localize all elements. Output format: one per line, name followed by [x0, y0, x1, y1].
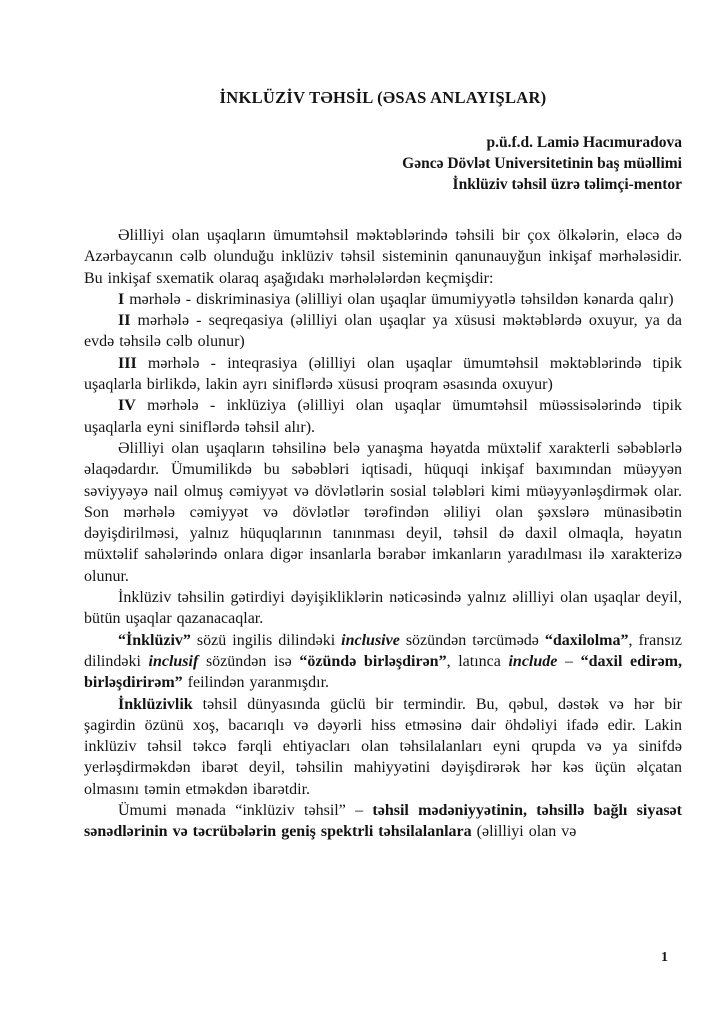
paragraph — [84, 438, 682, 587]
text-run: feilindən yaranmışdır. — [182, 674, 330, 692]
text-run: İnklüziv təhsilin gətirdiyi dəyişikliklərin nəticəsində yalnız əlilliyi olan uşaqlar deyil, bütün uşaqlar qazanacaqlar. — [84, 589, 682, 628]
text-run: , fransız dilindəki — [84, 631, 683, 670]
author-affiliation: Gəncə Dövlət Universitetinin baş müəllimi — [402, 155, 682, 172]
paragraph — [84, 395, 682, 438]
document-title: İNKLÜZİV TƏHSİL (ƏSAS ANLAYIŞLAR) — [219, 88, 547, 107]
text-run: IV — [118, 397, 136, 415]
text-run: (əlilliyi olan və — [471, 823, 577, 841]
document-body — [84, 225, 682, 843]
paragraph — [84, 353, 682, 396]
text-run: “daxilolma” — [544, 631, 629, 649]
paragraph — [84, 310, 682, 353]
text-run: include — [508, 652, 558, 670]
text-run: mərhələ - inteqrasiya (əlilliyi olan uşaqlar ümumtəhsil məktəblərində tipik uşaqlarla birlikdə, lakin ayrı siniflərdə xüsusi proqram əsasında oxuyur) — [84, 354, 682, 394]
author-block — [84, 132, 682, 195]
text-run: Əlilliyi olan uşaqların təhsilinə belə yanaşma həyatda müxtəlif xarakterli səbəblərlə əlaqədardır. Ümumilikdə bu səbəbləri iqtisadi, hüquqi inkişaf baxımından müəyyən səviyyəyə nail olmuş cəmiyyət və dövlətlərin sosial tələbləri kimi müəyyənləşdirmək olar. Son mərhələ cəmiyyət və dövlətlər tərəfindən əliliyi olan şəxslərə münasibətin dəyişdirilməsi, yalnız hüquqlarının tanınması deyil, təhsil də daxil olmaqla, həyatın müxtəlif sahələrində onlara digər insanlarla bərabər imkanların yaradılması ilə xarakterizə olunur. — [84, 439, 682, 585]
paragraph — [84, 587, 682, 630]
text-run: mərhələ - diskriminasiya (əlilliyi olan uşaqlar ümumiyyətlə təhsildən kənarda qalır) — [124, 290, 674, 308]
text-run: “daxil edirəm, birləşdirirəm” — [84, 652, 682, 692]
text-run: sözündən tərcümədə — [399, 631, 545, 649]
author-role: İnklüziv təhsil üzrə təlimçi-mentor — [452, 176, 682, 193]
text-run: III — [118, 354, 137, 372]
text-run: inclusif — [148, 652, 199, 670]
text-run: mərhələ - seqreqasiya (əlilliyi olan uşaqlar ya xüsusi məktəblərdə oxuyur, ya da evdə təhsilə cəlb olunur) — [84, 312, 682, 351]
text-run: I — [118, 290, 125, 308]
author-name: p.ü.f.d. Lamiə Hacımuradova — [486, 134, 682, 151]
text-run: təhsil dünyasında güclü bir termindir. Bu, qəbul, dəstək və hər bir şagirdin özünü xoş, bacarıqlı və dəyərli hiss etməsinə dair öhdəliyi ifadə edir. Lakin inklüziv təhsil təkcə fərqli ehtiyacları olan təhsilalanları eyni qrupda və ya sinifdə yerləşdirməkdən ibarət deyil, təhsilin mahiyyətini dəyişdirərək hər kəs üçün əlçatan olmasını təmin etməkdən ibarətdir. — [84, 695, 682, 798]
text-run: , latınca — [446, 652, 509, 670]
text-run: – — [557, 652, 581, 670]
text-run: İnklüzivlik — [118, 695, 193, 713]
paragraph — [84, 630, 682, 694]
text-run: Əlilliyi olan uşaqların ümumtəhsil məktəblərində təhsili bir çox ölkələrin, eləcə də Azərbaycanın cəlb olunduğu inklüziv təhsil sisteminin qanunauyğun inkişaf mərhələsidir. Bu inkişaf sxematik olaraq aşağıdakı mərhələlərdən keçmişdir: — [84, 227, 682, 287]
text-run: “özündə birləşdirən” — [299, 652, 447, 670]
text-run: II — [118, 312, 131, 330]
text-run: inclusive — [341, 631, 400, 649]
text-run: mərhələ - inklüziya (əlilliyi olan uşaqlar ümumtəhsil müəssisələrində tipik uşaqlarla eyni siniflərdə təhsil alır). — [84, 397, 682, 436]
text-run: Ümumi mənada “inklüziv təhsil” – — [118, 802, 373, 820]
text-run: sözündən isə — [198, 652, 300, 670]
paragraph — [84, 800, 682, 843]
page-number: 1 — [661, 950, 668, 965]
paragraph — [84, 289, 682, 310]
text-run: sözü ingilis dilindəki — [190, 631, 342, 649]
text-run: “İnklüziv” — [118, 631, 191, 649]
text-run: təhsil mədəniyyətinin, təhsillə bağlı siyasət sənədlərinin və təcrübələrin geniş spektrli təhsilalanlara — [84, 802, 682, 841]
paragraph — [84, 225, 682, 289]
paragraph — [84, 694, 682, 800]
